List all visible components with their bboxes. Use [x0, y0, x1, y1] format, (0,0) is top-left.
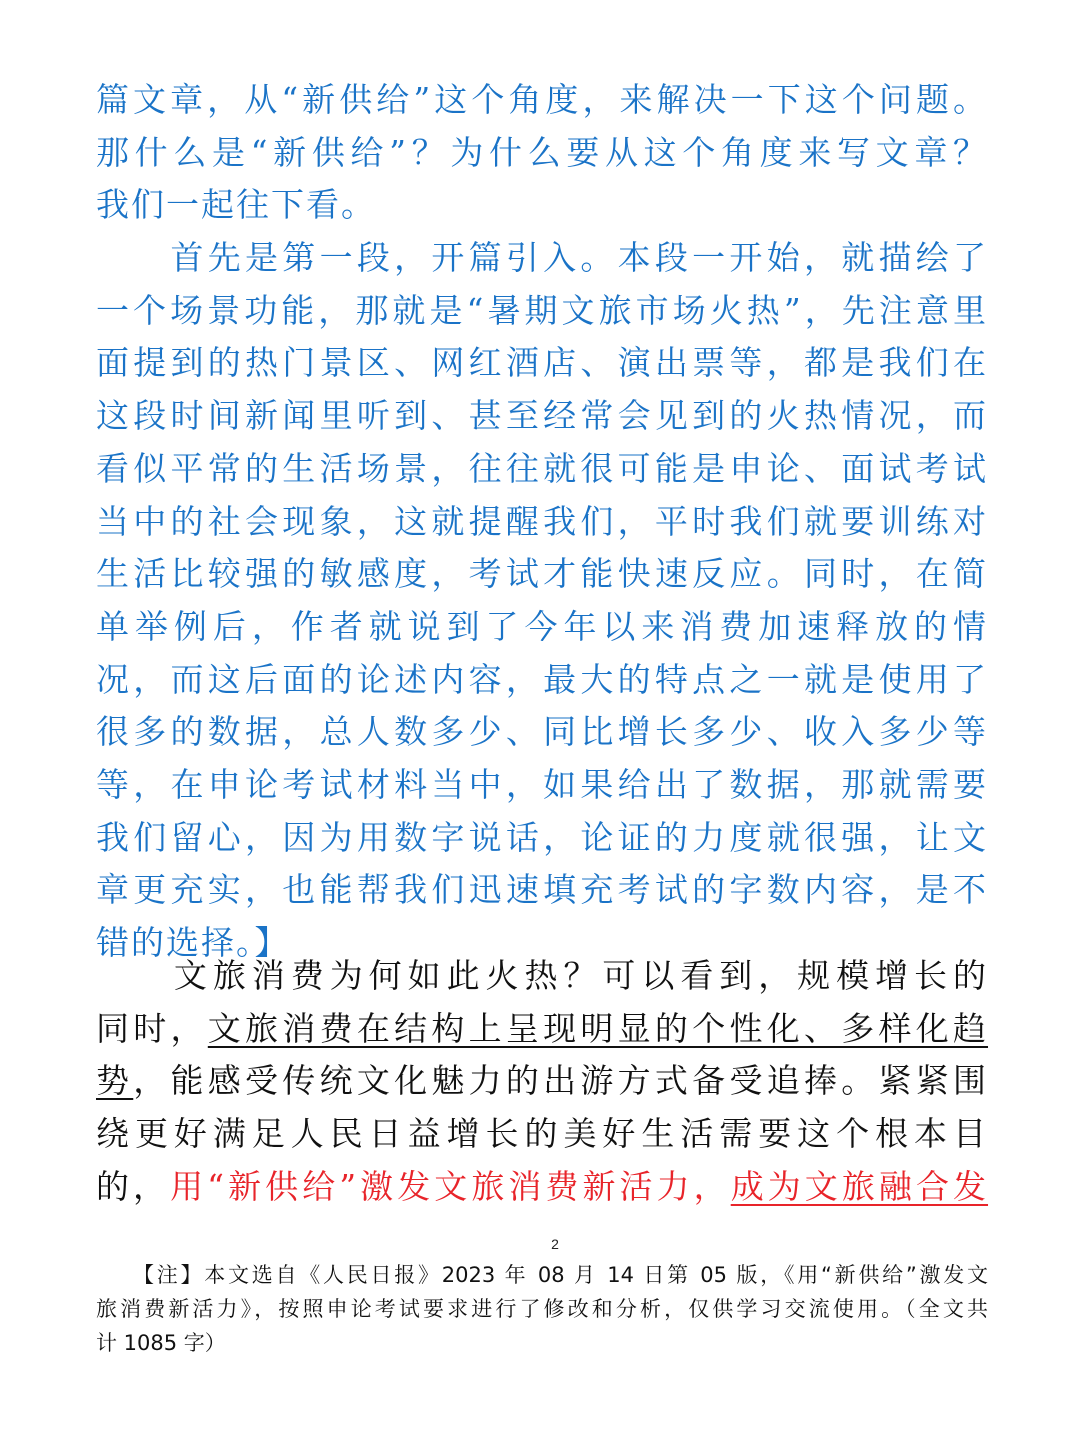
underlined-phrase: 势	[96, 1061, 134, 1101]
article-line	[96, 1161, 988, 1214]
commentary-line: 况，而这后面的论述内容，最大的特点之一就是使用了	[96, 659, 988, 699]
analysis-commentary	[96, 74, 988, 970]
footnote-line: 旅消费新活力》，按照申论考试要求进行了修改和分析，仅供学习交流使用。（全文共	[96, 1297, 988, 1321]
commentary-line: 生活比较强的敏感度，考试才能快速反应。同时，在简	[96, 554, 988, 594]
commentary-line: 章更充实，也能帮我们迅速填充考试的字数内容，是不	[96, 870, 988, 910]
article-line	[96, 1055, 988, 1108]
commentary-line: 我们留心，因为用数字说话，论证的力度就很强，让文	[96, 817, 988, 857]
commentary-line: 我们一起往下看。	[96, 185, 376, 225]
article-line: 文旅消费为何如此火热？可以看到，规模增长的	[96, 956, 988, 995]
page-number: 2	[551, 1236, 559, 1252]
article-text: ，能感受传统文化魅力的出游方式备受追捧。紧紧围	[133, 1061, 989, 1101]
commentary-line: 单举例后，作者就说到了今年以来消费加速释放的情	[96, 606, 988, 646]
commentary-line: 看似平常的生活场景，往往就很可能是申论、面试考试	[96, 448, 988, 488]
highlighted-punctuation: ，	[693, 1166, 731, 1206]
article-paragraph	[96, 950, 988, 1213]
commentary-line: 这段时间新闻里听到、甚至经常会见到的火热情况，而	[96, 396, 988, 436]
commentary-line: 面提到的热门景区、网红酒店、演出票等，都是我们在	[96, 343, 988, 383]
footnote-line: 计 1085 字）	[96, 1331, 226, 1355]
article-text: 同时，	[96, 1008, 208, 1048]
commentary-line: 很多的数据，总人数多少、同比增长多少、收入多少等	[96, 712, 988, 752]
commentary-line: 一个场景功能，那就是“暑期文旅市场火热”，先注意里	[96, 290, 988, 330]
commentary-line: 篇文章，从“新供给”这个角度，来解决一下这个问题。	[96, 80, 988, 119]
article-line: 绕更好满足人民日益增长的美好生活需要这个根本目	[96, 1114, 988, 1154]
highlighted-underlined-phrase: 成为文旅融合发	[730, 1166, 989, 1206]
article-line	[96, 1003, 988, 1056]
commentary-line: 错的选择。】	[96, 923, 290, 962]
footnote-line: 【注】本文选自《人民日报》2023 年 08 月 14 日第 05 版，《用“新供给”激发文	[96, 1263, 988, 1287]
commentary-line: 当中的社会现象，这就提醒我们，平时我们就要训练对	[96, 501, 988, 541]
commentary-line: 首先是第一段，开篇引入。本段一开始，就描绘了	[96, 238, 988, 278]
footnote	[96, 1258, 988, 1360]
commentary-line: 那什么是“新供给”？为什么要从这个角度来写文章？	[96, 132, 988, 172]
underlined-phrase: 文旅消费在结构上呈现明显的个性化、多样化趋	[207, 1008, 989, 1048]
commentary-line: 等，在申论考试材料当中，如果给出了数据，那就需要	[96, 764, 988, 804]
article-text: 的，	[96, 1166, 171, 1206]
highlighted-phrase: 用“新供给”激发文旅消费新活力	[170, 1166, 694, 1206]
